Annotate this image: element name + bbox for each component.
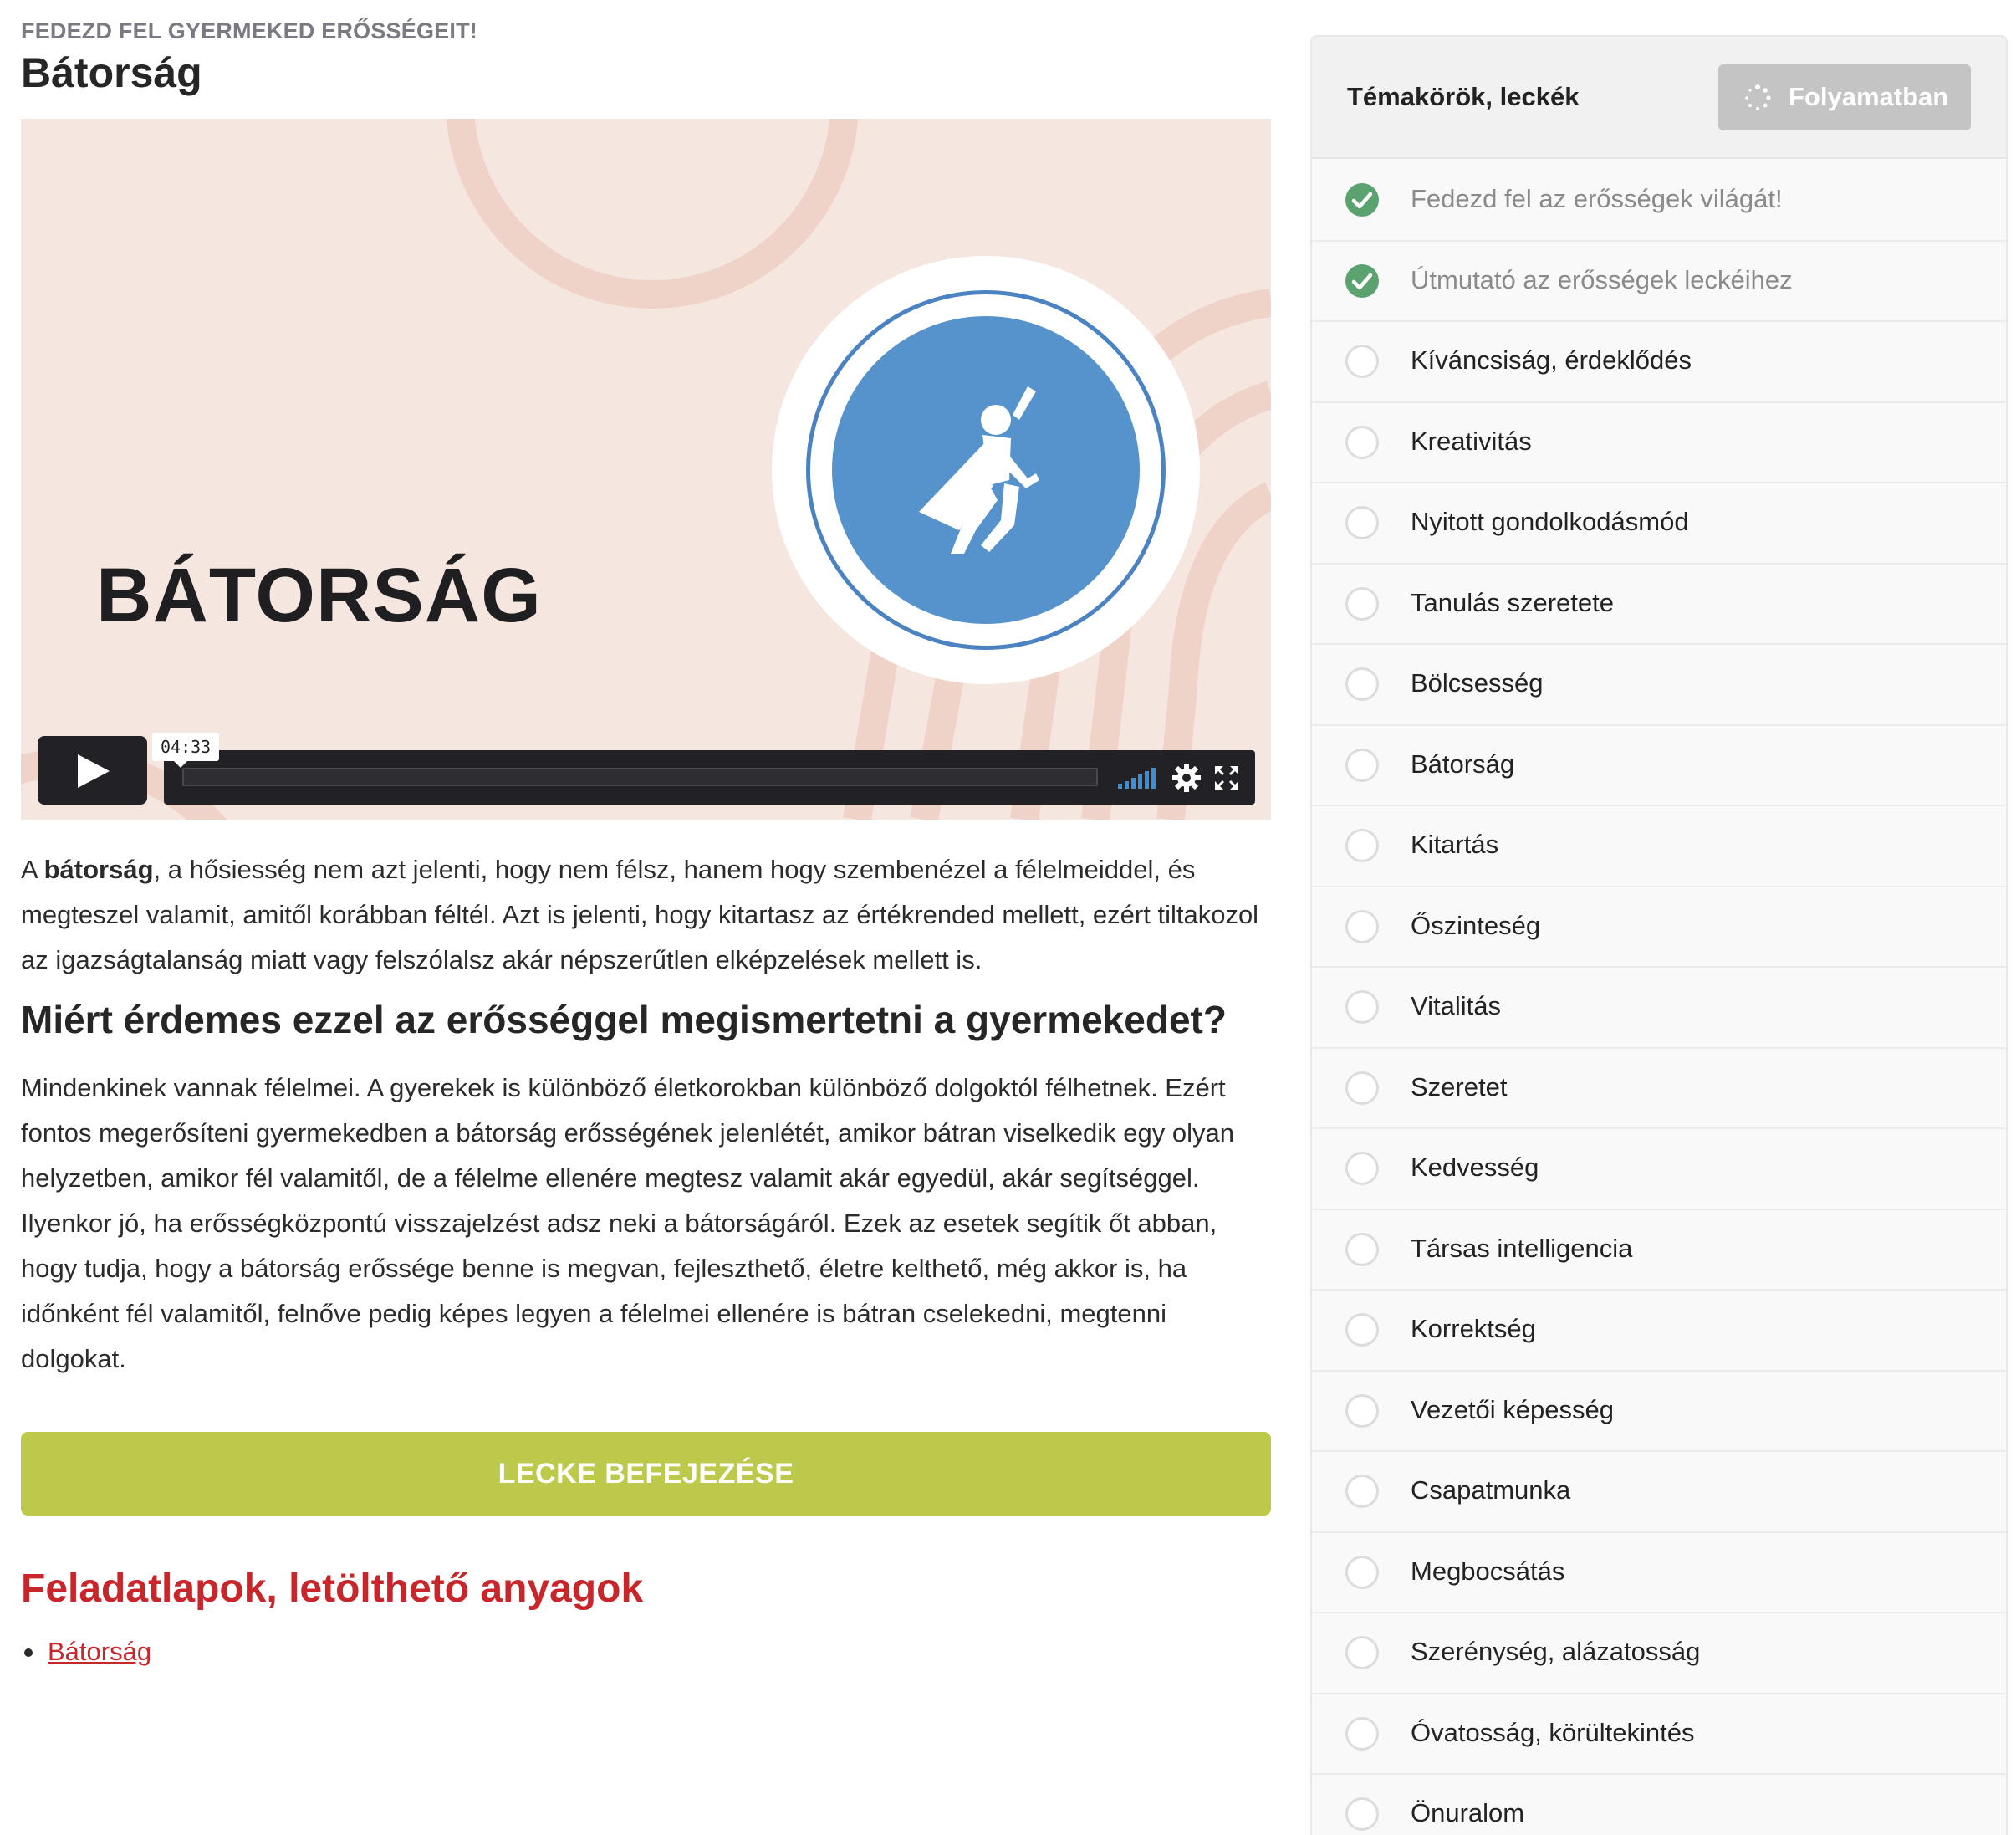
sidebar-lesson-item[interactable] <box>1312 1210 2006 1291</box>
sidebar-lesson-item[interactable] <box>1312 1049 2006 1130</box>
video-slide-title: BÁTORSÁG <box>96 553 542 638</box>
volume-icon[interactable] <box>1118 767 1158 789</box>
progress-status-label: Folyamatban <box>1789 82 1949 111</box>
body-paragraph: Mindenkinek vannak félelmei. A gyerekek is különböző életkorokban különböző dolgoktól félhetnek. Ezért fontos megerősíteni gyermekedben a bátorság erősségének jelenlétét, amikor bátran viselkedik egy olyan helyzetben, amikor fél valamitől, de a félelme ellenére megtesz valamit akár egyedül, akár segítséggel. Ilyenkor jó, ha erősségközpontú visszajelzést adsz neki a bátorságáról. Ezek az esetek segítik őt abban, hogy tudja, hogy a bátorság erőssége benne is megvan, fejleszthető, életre kelthető, még akkor is, ha időnként fél valamitől, felnőve pedig képes legyen a félelmei ellenére is bátran cselekedni, megtenni dolgokat. <box>21 1073 1234 1373</box>
check-circle-icon <box>1345 183 1379 217</box>
sidebar-lesson-item[interactable] <box>1312 1613 2006 1694</box>
sidebar-lesson-label: Szeretet <box>1411 1071 1508 1102</box>
incomplete-circle-icon <box>1345 587 1379 621</box>
incomplete-circle-icon <box>1345 749 1379 782</box>
list-item <box>21 1631 151 1673</box>
incomplete-circle-icon <box>1345 829 1379 862</box>
page-title: Bátorság <box>21 49 202 96</box>
sidebar-lesson-item[interactable] <box>1312 1129 2006 1210</box>
incomplete-circle-icon <box>1345 1152 1379 1185</box>
strength-badge <box>772 256 1200 684</box>
play-button[interactable] <box>38 736 147 805</box>
incomplete-circle-icon <box>1345 1556 1379 1589</box>
sidebar-lesson-label: Megbocsátás <box>1411 1556 1565 1586</box>
gear-icon[interactable] <box>1172 764 1201 792</box>
video-controls <box>164 750 1255 805</box>
sidebar-lesson-label: Útmutató az erősségek leckéihez <box>1411 264 1793 294</box>
sidebar-lesson-label: Korrektség <box>1411 1314 1536 1343</box>
incomplete-circle-icon <box>1345 1636 1379 1669</box>
sidebar-lesson-item[interactable] <box>1312 806 2006 887</box>
finish-lesson-button[interactable]: LECKE BEFEJEZÉSE <box>21 1432 1271 1516</box>
sidebar-lesson-item[interactable] <box>1312 645 2006 726</box>
sidebar-lesson-item[interactable] <box>1312 726 2006 807</box>
incomplete-circle-icon <box>1345 667 1379 701</box>
sidebar-lesson-label: Őszinteség <box>1411 910 1541 940</box>
sidebar-lesson-label: Bátorság <box>1411 749 1515 779</box>
incomplete-circle-icon <box>1345 345 1379 378</box>
sidebar-lesson-label: Nyitott gondolkodásmód <box>1411 507 1689 536</box>
sidebar-lesson-item[interactable] <box>1312 1372 2006 1453</box>
progress-status-button[interactable] <box>1718 64 1971 130</box>
downloads-list <box>21 1631 151 1673</box>
sidebar-lesson-item[interactable] <box>1312 483 2006 565</box>
course-eyebrow: FEDEZD FEL GYERMEKED ERŐSSÉGEIT! <box>21 18 477 43</box>
incomplete-circle-icon <box>1345 990 1379 1024</box>
sidebar-lesson-item[interactable] <box>1312 968 2006 1049</box>
video-progress-bar[interactable] <box>182 768 1098 786</box>
sidebar-lesson-item[interactable] <box>1312 1533 2006 1614</box>
download-link[interactable]: Bátorság <box>48 1637 152 1666</box>
sidebar-lesson-label: Csapatmunka <box>1411 1475 1571 1505</box>
sidebar-title: Témakörök, leckék <box>1347 82 1580 111</box>
sidebar-lesson-label: Tanulás szeretete <box>1411 587 1614 617</box>
lesson-sidebar <box>1310 35 2008 1835</box>
sidebar-lesson-label: Fedezd fel az erősségek világát! <box>1411 184 1783 213</box>
sidebar-lesson-label: Kitartás <box>1411 830 1499 859</box>
video-duration: 04:33 <box>152 733 219 761</box>
sidebar-lesson-item[interactable] <box>1312 565 2006 646</box>
sidebar-lesson-item[interactable] <box>1312 1452 2006 1533</box>
video-player[interactable] <box>21 119 1271 820</box>
sidebar-lesson-label: Vitalitás <box>1411 991 1501 1020</box>
sidebar-header <box>1312 37 2006 159</box>
sidebar-lesson-label: Önuralom <box>1411 1798 1525 1827</box>
incomplete-circle-icon <box>1345 1717 1379 1751</box>
incomplete-circle-icon <box>1345 1475 1379 1508</box>
sidebar-lesson-label: Társas intelligencia <box>1411 1233 1633 1263</box>
sidebar-lesson-label: Kedvesség <box>1411 1153 1539 1182</box>
intro-keyword: bátorság <box>43 855 154 884</box>
incomplete-circle-icon <box>1345 910 1379 943</box>
play-icon <box>78 754 110 788</box>
incomplete-circle-icon <box>1345 1071 1379 1105</box>
intro-paragraph: A bátorság, a hősiesség nem azt jelenti, hogy nem félsz, hanem hogy szembenézel a félelmeiddel, és megteszel valamit, amitől korábban féltél. Azt is jelenti, hogy kitartasz az értékrended mellett, ezért tiltakozol az igazságtalanság miatt vagy felszólalsz akár népszerűtlen elképzelések mellett is. <box>21 855 1259 974</box>
sidebar-lesson-item[interactable] <box>1312 1291 2006 1372</box>
sidebar-lesson-item[interactable] <box>1312 887 2006 969</box>
incomplete-circle-icon <box>1345 1394 1379 1428</box>
sidebar-lesson-label: Kíváncsiság, érdeklődés <box>1411 345 1692 375</box>
sidebar-lesson-label: Óvatosság, körültekintés <box>1411 1717 1695 1747</box>
sidebar-lesson-item[interactable] <box>1312 322 2006 403</box>
incomplete-circle-icon <box>1345 1233 1379 1266</box>
sidebar-lesson-label: Szerénység, alázatosság <box>1411 1637 1701 1666</box>
sidebar-lesson-item[interactable] <box>1312 1694 2006 1776</box>
spinner-icon <box>1744 84 1771 111</box>
lesson-list <box>1312 161 2006 1835</box>
fullscreen-icon[interactable] <box>1215 766 1238 790</box>
incomplete-circle-icon <box>1345 506 1379 539</box>
sidebar-lesson-label: Vezetői képesség <box>1411 1394 1615 1424</box>
sidebar-lesson-label: Bölcsesség <box>1411 668 1544 698</box>
section-heading: Miért érdemes ezzel az erősséggel megismertetni a gyermekedet? <box>21 998 1227 1041</box>
sidebar-lesson-item[interactable] <box>1312 1775 2006 1835</box>
incomplete-circle-icon <box>1345 1313 1379 1347</box>
incomplete-circle-icon <box>1345 426 1379 459</box>
downloads-heading: Feladatlapok, letölthető anyagok <box>21 1567 644 1611</box>
flying-hero-icon <box>902 386 1069 554</box>
incomplete-circle-icon <box>1345 1797 1379 1831</box>
sidebar-lesson-item[interactable] <box>1312 242 2006 323</box>
check-circle-icon <box>1345 264 1379 298</box>
sidebar-lesson-item[interactable] <box>1312 403 2006 484</box>
sidebar-lesson-item[interactable] <box>1312 161 2006 242</box>
sidebar-lesson-label: Kreativitás <box>1411 426 1532 456</box>
